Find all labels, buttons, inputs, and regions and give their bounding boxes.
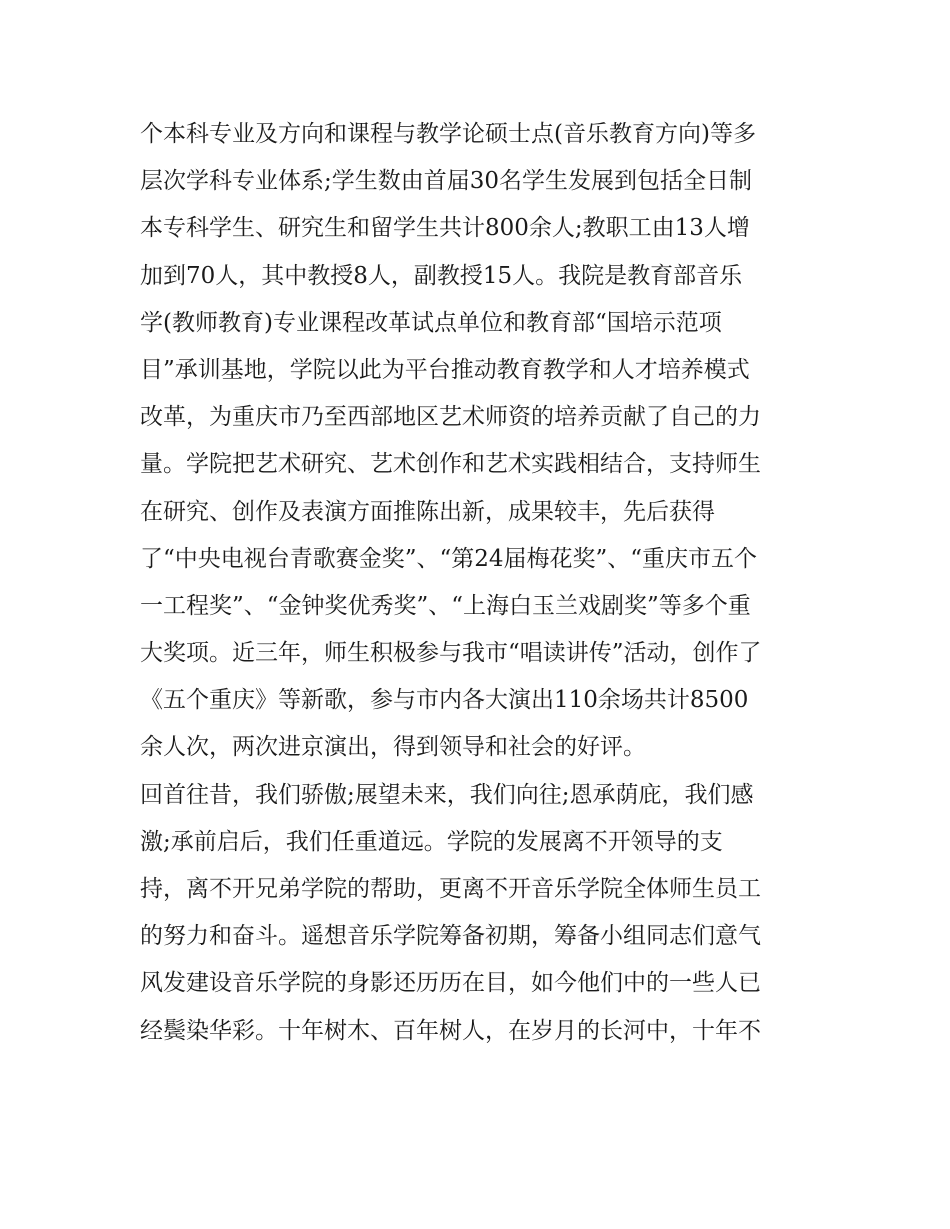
- text-line: 余人次，两次进京演出，得到领导和社会的好评。: [140, 734, 646, 761]
- text-line: 改革，为重庆市乃至西部地区艺术师资的培养贡献了自己的力: [140, 404, 761, 431]
- text-line: 一工程奖”、“金钟奖优秀奖”、“上海白玉兰戏剧奖”等多个重: [140, 592, 751, 619]
- text-line: 加到70人，其中教授8人，副教授15人。我院是教育部音乐: [140, 262, 743, 289]
- text-line: 学(教师教育)专业课程改革试点单位和教育部“国培示范项: [140, 309, 722, 336]
- text-line: 激;承前启后，我们任重道远。学院的发展离不开领导的支: [140, 828, 723, 855]
- text-line: 量。学院把艺术研究、艺术创作和艺术实践相结合，支持师生: [140, 451, 761, 478]
- text-line: 《五个重庆》等新歌，参与市内各大演出110余场共计8500: [140, 687, 749, 714]
- text-line: 目”承训基地，学院以此为平台推动教育教学和人才培养模式: [140, 356, 750, 383]
- document-body: [140, 111, 830, 1055]
- text-line: 本专科学生、研究生和留学生共计800余人;教职工由13人增: [140, 215, 750, 242]
- text-line: 个本科专业及方向和课程与教学论硕士点(音乐教育方向)等多: [140, 121, 756, 147]
- text-line: 了“中央电视台青歌赛金奖”、“第24届梅花奖”、“重庆市五个: [140, 545, 758, 572]
- text-line: 在研究、创作及表演方面推陈出新，成果较丰，先后获得: [140, 498, 715, 525]
- text-line: 的努力和奋斗。遥想音乐学院筹备初期，筹备小组同志们意气: [140, 923, 761, 950]
- text-line: 层次学科专业体系;学生数由首届30名学生发展到包括全日制: [140, 168, 753, 195]
- text-line: 回首往昔，我们骄傲;展望未来，我们向往;恩承荫庇，我们感: [140, 781, 754, 808]
- text-line: 大奖项。近三年，师生积极参与我市“唱读讲传”活动，创作了: [140, 640, 762, 667]
- text-line: 经鬓染华彩。十年树木、百年树人，在岁月的长河中，十年不: [140, 1017, 761, 1044]
- text-line: 持，离不开兄弟学院的帮助，更离不开音乐学院全体师生员工: [140, 876, 761, 902]
- text-line: 风发建设音乐学院的身影还历历在目，如今他们中的一些人已: [140, 970, 761, 997]
